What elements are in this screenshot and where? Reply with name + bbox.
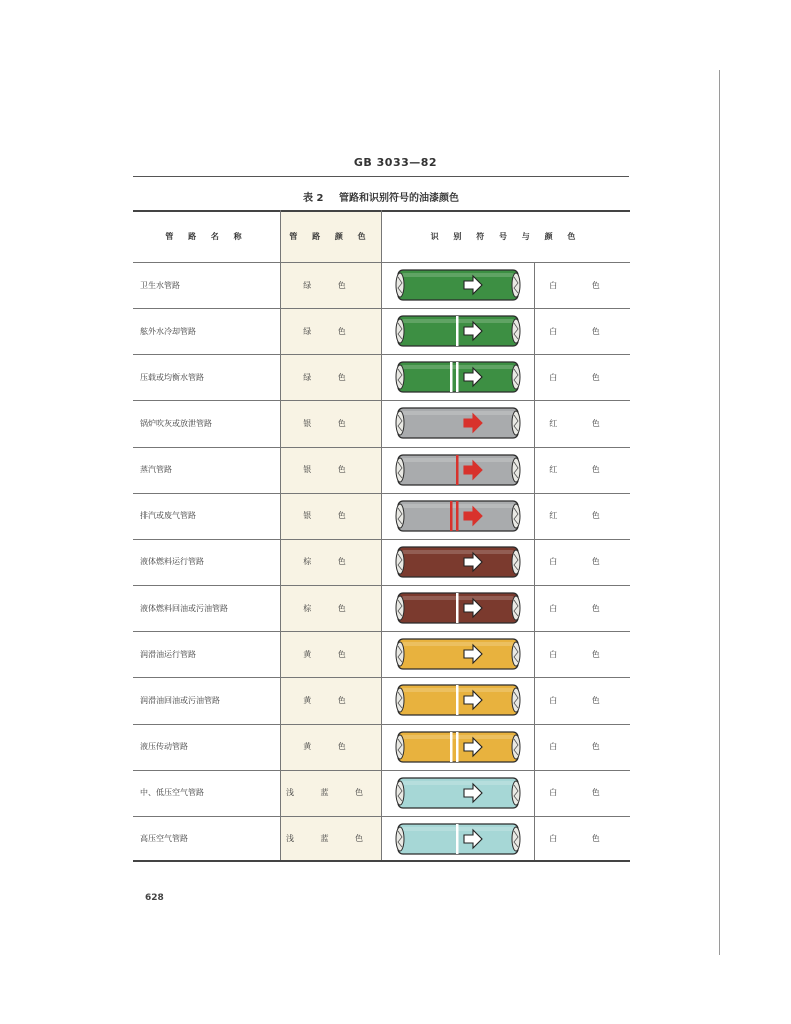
pipe-illustration — [394, 450, 522, 490]
pipe-highlight — [402, 550, 514, 554]
identification-stripe — [456, 685, 459, 715]
pipe-color-cell: 浅 蓝 色 — [285, 788, 376, 798]
table-bottom-rule — [133, 860, 630, 862]
header-rule — [133, 176, 629, 177]
pipe-name-cell: 压载或均衡水管路 — [140, 372, 204, 382]
standard-code: GB 3033—82 — [353, 156, 438, 169]
pipe-color-cell: 黄 色 — [303, 649, 358, 659]
column-header-pipe-name: 管 路 名 称 — [165, 231, 248, 241]
identification-stripe — [456, 501, 459, 531]
pipe-symbol-cell — [382, 816, 534, 862]
mark-color-cell: 白 色 — [549, 649, 616, 659]
pipe-color-cell: 黄 色 — [303, 742, 358, 751]
pipe-illustration — [394, 265, 522, 305]
pipe-highlight — [402, 781, 514, 785]
pipe-name-cell: 润滑油运行管路 — [140, 649, 196, 659]
pipe-symbol-cell — [382, 539, 534, 585]
mark-color-cell: 白 色 — [549, 695, 616, 705]
identification-stripe — [450, 362, 453, 392]
pipe-color-cell: 银 色 — [303, 511, 358, 521]
table-caption — [133, 189, 629, 204]
identification-stripe — [450, 732, 453, 762]
pipe-color-cell: 银 色 — [303, 418, 358, 428]
pipe-illustration — [394, 357, 522, 397]
pipe-color-cell: 银 色 — [303, 465, 358, 475]
pipe-symbol-cell — [382, 354, 534, 400]
pipe-name-cell: 液压传动管路 — [140, 742, 188, 751]
column-header-marking: 识 别 符 号 与 颜 色 — [430, 231, 582, 241]
pipe-illustration — [394, 634, 522, 674]
pipe-illustration — [394, 819, 522, 859]
pipe-name-cell: 液体燃料运行管路 — [140, 557, 204, 567]
pipe-symbol-cell — [382, 631, 534, 677]
table-row — [133, 724, 630, 770]
pipe-symbol-cell — [382, 585, 534, 631]
pipe-illustration — [394, 588, 522, 628]
mark-color-cell: 红 色 — [549, 511, 616, 521]
pipe-name-cell: 锅炉吹灰或放泄管路 — [140, 418, 212, 428]
mark-color-cell: 白 色 — [549, 326, 616, 336]
identification-stripe — [456, 593, 459, 623]
pipe-name-cell: 卫生水管路 — [140, 280, 180, 290]
table-row — [133, 770, 630, 816]
pipe-illustration — [394, 542, 522, 582]
table-row — [133, 262, 630, 308]
column-header-pipe-color: 管 路 颜 色 — [289, 231, 372, 241]
mark-color-cell: 白 色 — [549, 788, 616, 798]
identification-stripe — [450, 501, 453, 531]
pipe-illustration — [394, 496, 522, 536]
identification-stripe — [456, 732, 459, 762]
identification-stripe — [456, 362, 459, 392]
pipe-color-cell: 浅 蓝 色 — [285, 834, 376, 844]
pipe-color-cell: 棕 色 — [303, 557, 358, 567]
mark-color-cell: 白 色 — [549, 557, 616, 567]
mark-color-cell: 白 色 — [549, 280, 616, 290]
pipe-illustration — [394, 727, 522, 767]
table-row — [133, 447, 630, 493]
pipe-name-cell: 中、低压空气管路 — [140, 788, 204, 798]
identification-stripe — [456, 824, 459, 854]
table-row — [133, 816, 630, 862]
mark-color-cell: 白 色 — [549, 742, 616, 751]
page-number: 628 — [145, 893, 164, 903]
pipe-illustration — [394, 311, 522, 351]
pipe-highlight — [402, 273, 514, 277]
table-title: 管路和识别符号的油漆颜色 — [338, 193, 459, 204]
pipe-color-cell: 棕 色 — [303, 603, 358, 613]
table-row — [133, 677, 630, 723]
table-row — [133, 631, 630, 677]
pipe-illustration — [394, 773, 522, 813]
table-row — [133, 400, 630, 446]
table-row — [133, 493, 630, 539]
table-row — [133, 585, 630, 631]
pipe-name-cell: 润滑油回油或污油管路 — [140, 695, 220, 705]
mark-color-cell: 红 色 — [549, 465, 616, 475]
table-row — [133, 354, 630, 400]
table-row — [133, 539, 630, 585]
pipe-name-cell: 蒸汽管路 — [140, 465, 172, 475]
pipe-highlight — [402, 642, 514, 646]
table-row — [133, 308, 630, 354]
mark-color-cell: 白 色 — [549, 834, 616, 844]
pipe-symbol-cell — [382, 677, 534, 723]
pipe-symbol-cell — [382, 493, 534, 539]
pipe-symbol-cell — [382, 400, 534, 446]
pipe-illustration — [394, 680, 522, 720]
pipe-symbol-cell — [382, 724, 534, 770]
page-edge-line — [719, 70, 720, 955]
pipe-name-cell: 高压空气管路 — [140, 834, 188, 844]
mark-color-cell: 白 色 — [549, 603, 616, 613]
pipe-name-cell: 舷外水冷却管路 — [140, 326, 196, 336]
mark-color-cell: 红 色 — [549, 418, 616, 428]
table-number: 表 2 — [303, 193, 324, 204]
pipe-illustration — [394, 403, 522, 443]
pipe-symbol-cell — [382, 308, 534, 354]
pipe-symbol-cell — [382, 447, 534, 493]
pipe-color-cell: 绿 色 — [303, 372, 358, 382]
pipe-symbol-cell — [382, 262, 534, 308]
pipe-color-cell: 绿 色 — [303, 280, 358, 290]
pipe-name-cell: 液体燃料回油或污油管路 — [140, 603, 228, 613]
pipe-name-cell: 排汽或废气管路 — [140, 511, 196, 521]
pipe-color-cell: 黄 色 — [303, 695, 358, 705]
pipe-symbol-cell — [382, 770, 534, 816]
pipe-color-cell: 绿 色 — [303, 326, 358, 336]
pipe-color-table — [133, 210, 630, 862]
identification-stripe — [456, 455, 459, 485]
mark-color-cell: 白 色 — [549, 372, 616, 382]
pipe-highlight — [402, 411, 514, 415]
identification-stripe — [456, 316, 459, 346]
